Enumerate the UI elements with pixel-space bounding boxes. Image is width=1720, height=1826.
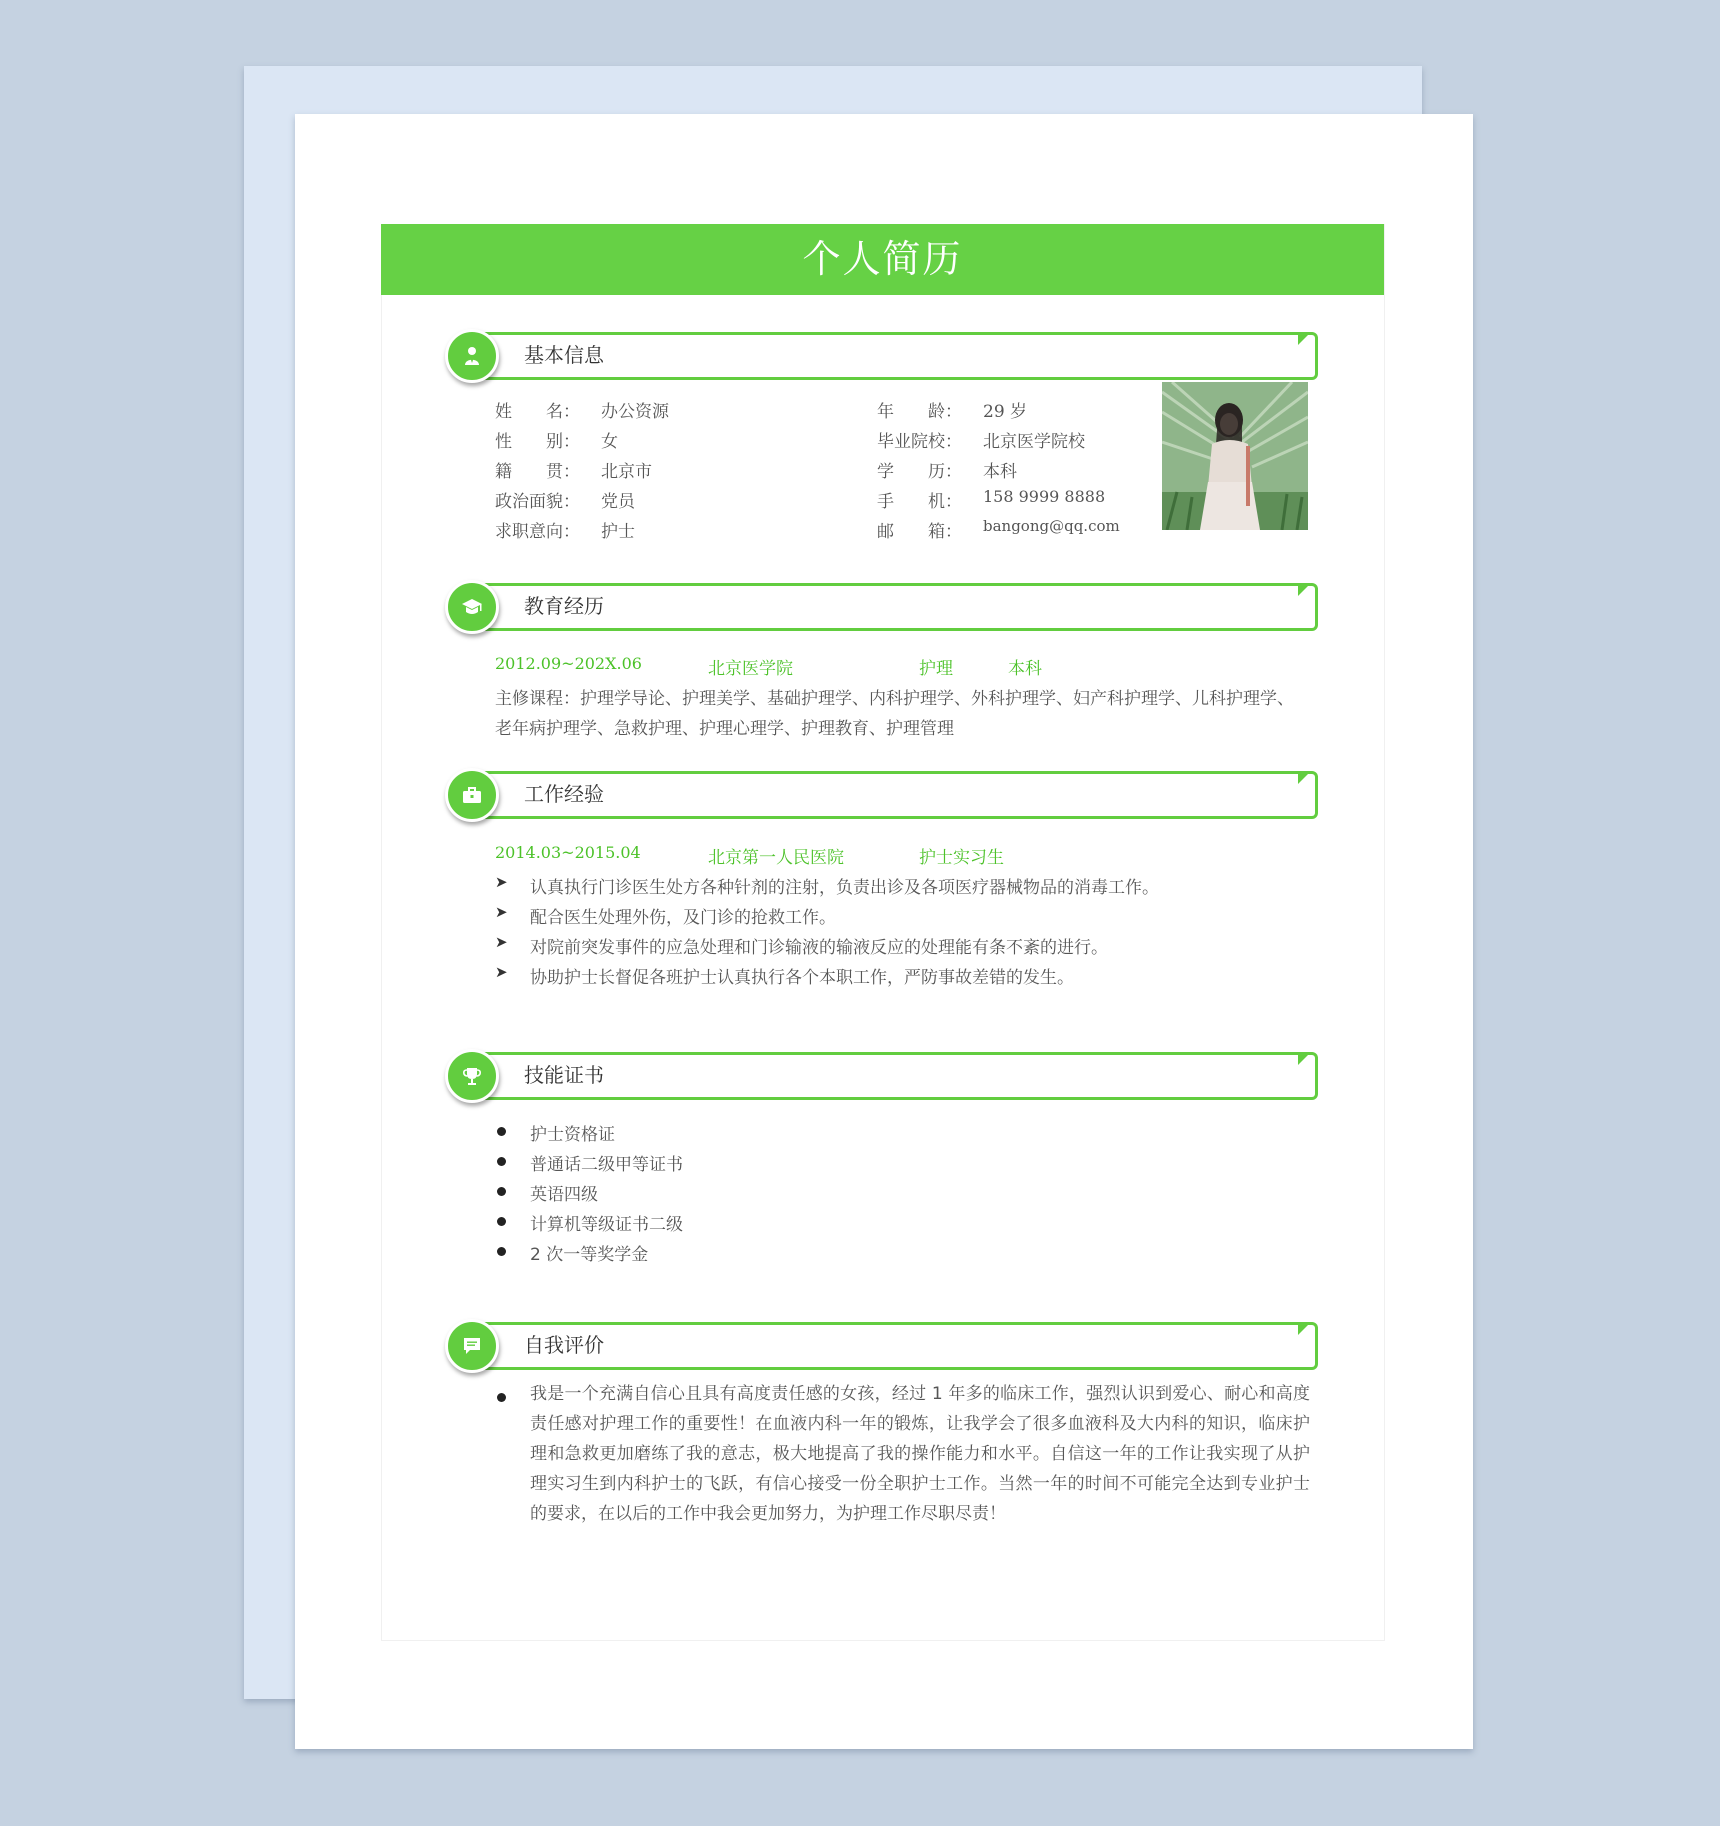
- page-title: 个人简历: [381, 224, 1384, 295]
- info-value-phone: 158 9999 8888: [983, 487, 1106, 506]
- section-title-self: 自我评价: [524, 1333, 604, 1357]
- bullet-dot-icon: [497, 1247, 506, 1256]
- skill-item: 护士资格证: [530, 1125, 615, 1145]
- work-position: 护士实习生: [919, 848, 1004, 868]
- section-title-basic: 基本信息: [524, 343, 604, 367]
- education-date: 2012.09~202X.06: [495, 654, 642, 673]
- work-duty: 配合医生处理外伤，及门诊的抢救工作。: [530, 908, 836, 928]
- bullet-dot-icon: [497, 1127, 506, 1136]
- info-value-degree: 本科: [983, 462, 1017, 482]
- section-header-skills: [445, 1051, 1325, 1099]
- section-header-self: [445, 1321, 1325, 1369]
- info-label-phone: 手 机：: [877, 492, 962, 512]
- info-value-email: bangong@qq.com: [983, 517, 1120, 535]
- section-header-basic: [445, 331, 1325, 379]
- section-title-education: 教育经历: [524, 594, 604, 618]
- info-value-school: 北京医学院校: [983, 432, 1085, 452]
- info-value-political: 党员: [601, 492, 635, 512]
- info-value-gender: 女: [601, 432, 618, 452]
- skill-item: 计算机等级证书二级: [530, 1215, 683, 1235]
- profile-photo: [1162, 382, 1308, 530]
- trophy-icon: [445, 1049, 499, 1103]
- work-duty: 认真执行门诊医生处方各种针剂的注射，负责出诊及各项医疗器械物品的消毒工作。: [530, 878, 1159, 898]
- section-title-skills: 技能证书: [524, 1063, 604, 1087]
- education-courses-line1: 主修课程：护理学导论、护理美学、基础护理学、内科护理学、外科护理学、妇产科护理学、儿科护理学、: [495, 689, 1294, 709]
- briefcase-icon: [445, 768, 499, 822]
- education-major: 护理: [919, 659, 953, 679]
- bullet-dot-icon: [497, 1157, 506, 1166]
- work-duty: 对院前突发事件的应急处理和门诊输液的输液反应的处理能有条不紊的进行。: [530, 938, 1108, 958]
- info-label-degree: 学 历：: [877, 462, 962, 482]
- arrow-bullet-icon: ➤: [495, 933, 508, 951]
- info-label-intention: 求职意向：: [495, 522, 580, 542]
- skill-item: 2 次一等奖学金: [530, 1245, 649, 1265]
- bullet-dot-icon: [497, 1393, 506, 1402]
- user-icon: [445, 329, 499, 383]
- info-label-age: 年 龄：: [877, 402, 962, 422]
- work-date: 2014.03~2015.04: [495, 843, 641, 862]
- section-title-work: 工作经验: [524, 782, 604, 806]
- info-label-email: 邮 箱：: [877, 522, 962, 542]
- info-label-political: 政治面貌：: [495, 492, 580, 512]
- education-degree: 本科: [1008, 659, 1042, 679]
- arrow-bullet-icon: ➤: [495, 873, 508, 891]
- info-label-school: 毕业院校：: [877, 432, 962, 452]
- skill-item: 英语四级: [530, 1185, 598, 1205]
- info-label-name: 姓 名：: [495, 402, 580, 422]
- graduation-cap-icon: [445, 580, 499, 634]
- work-company: 北京第一人民医院: [708, 848, 844, 868]
- comment-icon: [445, 1319, 499, 1373]
- skill-item: 普通话二级甲等证书: [530, 1155, 683, 1175]
- section-header-education: [445, 582, 1325, 630]
- info-label-gender: 性 别：: [495, 432, 580, 452]
- education-courses-line2: 老年病护理学、急救护理、护理心理学、护理教育、护理管理: [495, 719, 954, 739]
- section-header-work: [445, 770, 1325, 818]
- info-value-name: 办公资源: [601, 402, 669, 422]
- resume-page: [295, 114, 1473, 1749]
- bullet-dot-icon: [497, 1187, 506, 1196]
- info-value-age: 29 岁: [983, 402, 1028, 422]
- self-evaluation-text: 我是一个充满自信心且具有高度责任感的女孩，经过 1 年多的临床工作，强烈认识到爱心、耐心和高度责任感对护理工作的重要性！在血液内科一年的锻炼，让我学会了很多血液科及大内科的知识，临床护理和急救更加磨练了我的意志，极大地提高了我的操作能力和水平。自信这一年的工作让我实现了从护理实习生到内科护士的飞跃，有信心接受一份全职护士工作。当然一年的时间不可能完全达到专业护士的要求，在以后的工作中我会更加努力，为护理工作尽职尽责！: [530, 1384, 1310, 1524]
- arrow-bullet-icon: ➤: [495, 903, 508, 921]
- info-value-hometown: 北京市: [601, 462, 652, 482]
- education-school: 北京医学院: [708, 659, 793, 679]
- bullet-dot-icon: [497, 1217, 506, 1226]
- arrow-bullet-icon: ➤: [495, 963, 508, 981]
- info-value-intention: 护士: [601, 522, 635, 542]
- work-duty: 协助护士长督促各班护士认真执行各个本职工作，严防事故差错的发生。: [530, 968, 1074, 988]
- info-label-hometown: 籍 贯：: [495, 462, 580, 482]
